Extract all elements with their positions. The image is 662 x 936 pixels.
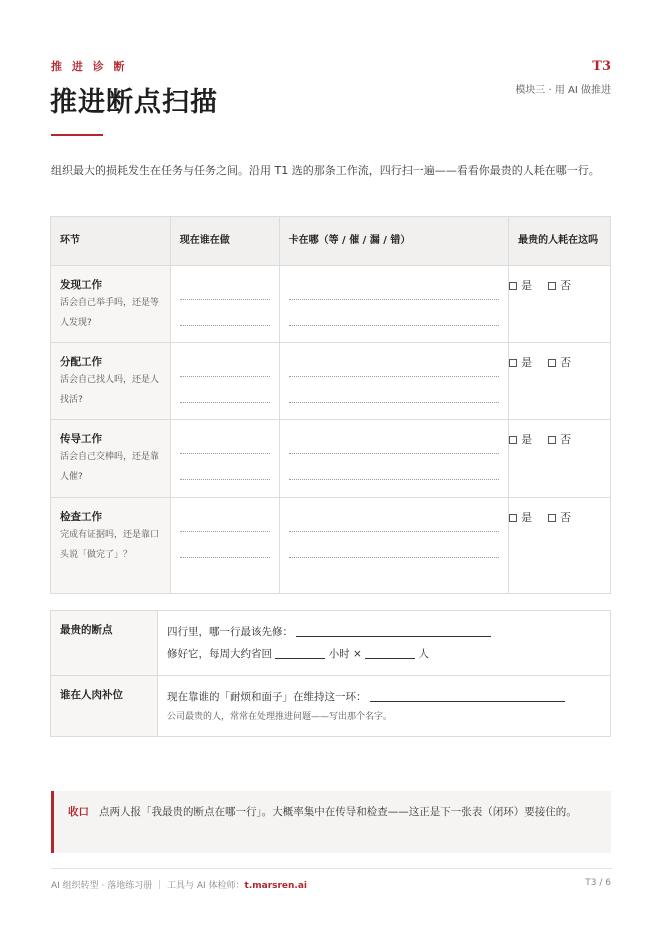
stuck-field[interactable] [279, 498, 509, 594]
stage-hint: 完成有证据吗，还是靠口头说「做完了」？ [60, 530, 160, 560]
people-field[interactable] [365, 646, 415, 659]
table-row [51, 498, 611, 594]
no-checkbox[interactable]: 否 [548, 511, 571, 524]
stage-name: 发现工作 [60, 279, 102, 291]
summary-table [50, 610, 611, 737]
stuck-field[interactable] [279, 266, 509, 343]
stage-cell [51, 266, 171, 343]
stage-name: 检查工作 [60, 511, 102, 523]
people-unit: 人 [418, 648, 430, 660]
hours-unit: 小时 × [328, 648, 362, 660]
yes-checkbox[interactable]: 是 [509, 356, 532, 369]
stage-cell [51, 343, 171, 420]
human-patch-field[interactable] [370, 689, 565, 702]
bottleneck-label: 最贵的断点 [51, 611, 158, 676]
footer-link[interactable]: t.marsren.ai [244, 881, 308, 891]
stage-cell [51, 420, 171, 498]
stage-hint: 活会自己交棒吗，还是靠人催? [60, 452, 160, 482]
col-header-who: 现在谁在做 [170, 217, 279, 266]
intro-text: 组织最大的损耗发生在任务与任务之间。沿用 T1 选的那条工作流，四行扫一遍——看看你最贵的人耗在哪一行。 [51, 164, 600, 177]
human-patch-row [51, 676, 611, 737]
table-row [51, 343, 611, 420]
who-field[interactable] [170, 420, 279, 498]
bottleneck-answer-field[interactable] [296, 624, 491, 637]
stage-cell [51, 498, 171, 594]
footer-credit [51, 878, 307, 891]
tool-code: T3 [592, 59, 611, 74]
table-row [51, 420, 611, 498]
who-field[interactable] [170, 266, 279, 343]
bottleneck-content [158, 611, 611, 676]
no-checkbox[interactable]: 否 [548, 279, 571, 292]
closing-tag: 收口 [68, 806, 89, 818]
page-title: 推进断点扫描 [50, 87, 218, 118]
human-patch-note: 公司最贵的人，常常在处理推进问题——写出那个名字。 [167, 712, 393, 722]
col-header-stage: 环节 [51, 217, 171, 266]
closing-text: 点两人报「我最贵的断点在哪一行」。大概率集中在传导和检查——这正是下一张表（闭环）要接住的。 [99, 806, 577, 818]
human-patch-label: 谁在人肉补位 [51, 676, 158, 737]
costly-choice [509, 343, 611, 420]
footer-divider [51, 868, 612, 869]
human-patch-question: 现在靠谁的「耐烦和面子」在维持这一环： [167, 691, 367, 703]
stage-name: 分配工作 [60, 356, 102, 368]
page-number: T3 / 6 [585, 878, 611, 888]
costly-choice [509, 498, 611, 594]
table-row [51, 266, 611, 343]
costly-choice [509, 266, 611, 343]
col-header-costly: 最贵的人耗在这吗 [509, 217, 611, 266]
bottleneck-row [51, 611, 611, 676]
stuck-field[interactable] [279, 343, 509, 420]
col-header-stuck: 卡在哪（等 / 催 / 漏 / 错） [279, 217, 509, 266]
human-patch-content [158, 676, 611, 737]
hours-field[interactable] [275, 646, 325, 659]
footer-text: AI 组织转型 · 落地练习册 ｜ 工具与 AI 体检师： [51, 881, 245, 891]
bottleneck-question: 四行里，哪一行最该先修： [167, 626, 293, 638]
costly-choice [509, 420, 611, 498]
stuck-field[interactable] [279, 420, 509, 498]
scan-table-header [51, 217, 611, 266]
title-accent-rule [51, 134, 103, 136]
savings-prefix: 修好它，每周大约省回 [167, 648, 272, 660]
who-field[interactable] [170, 343, 279, 420]
section-kicker: 推 进 诊 断 [51, 60, 128, 73]
no-checkbox[interactable]: 否 [548, 356, 571, 369]
stage-name: 传导工作 [60, 433, 102, 445]
scan-table [50, 216, 611, 594]
stage-hint: 活会自己找人吗，还是人找活? [60, 375, 160, 405]
yes-checkbox[interactable]: 是 [509, 279, 532, 292]
who-field[interactable] [170, 498, 279, 594]
stage-hint: 活会自己举手吗，还是等人发现? [60, 298, 160, 328]
yes-checkbox[interactable]: 是 [509, 433, 532, 446]
module-label: 模块三 · 用 AI 做推进 [515, 85, 611, 96]
closing-callout [51, 791, 611, 853]
yes-checkbox[interactable]: 是 [509, 511, 532, 524]
no-checkbox[interactable]: 否 [548, 433, 571, 446]
